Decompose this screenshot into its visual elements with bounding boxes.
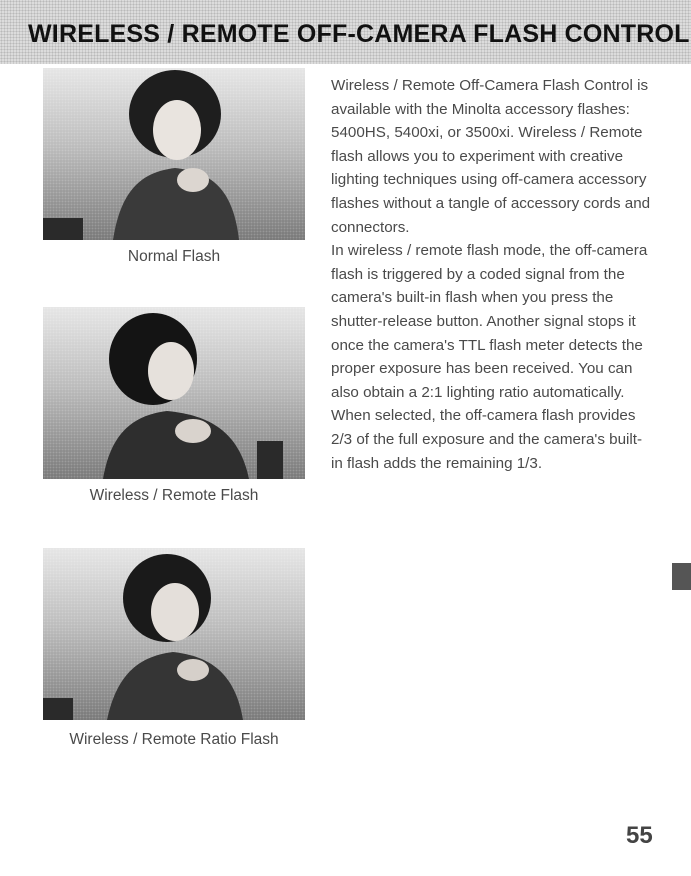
caption-wireless-remote-ratio-flash: Wireless / Remote Ratio Flash: [69, 731, 279, 748]
section-edge-tab: [672, 563, 691, 590]
body-paragraph-1: Wireless / Remote Off-Camera Flash Control is available with the Minolta accessory flashes: 5400HS, 5400xi, or 3500xi. Wireless / Remote flash allows you to experiment with creative lighting techniques using off-camera accessory flashes without a tangle of accessory cords and connectors.: [331, 77, 651, 236]
photo-wireless-remote-flash: [43, 307, 305, 479]
photo-normal-flash: [43, 68, 305, 240]
photo-wireless-remote-ratio-flash: [43, 548, 305, 720]
body-paragraph-2: In wireless / remote flash mode, the off-camera flash is triggered by a coded signal from the camera's built-in flash when you press the shutter-release button. Another signal stops it once the camera's TTL flash meter detects the proper exposure has been received. You can also obtain a 2:1 lighting ratio automatically. When selected, the off-camera flash provides 2/3 of the full exposure and the camera's built-in flash adds the remaining 1/3.: [331, 242, 648, 472]
caption-wireless-remote-flash: Wireless / Remote Flash: [89, 487, 259, 504]
caption-normal-flash: Normal Flash: [127, 248, 221, 265]
body-text: [331, 74, 651, 475]
title-band: [0, 0, 691, 64]
portrait-illustration: [43, 307, 305, 479]
portrait-illustration: [43, 68, 305, 240]
portrait-illustration: [43, 548, 305, 720]
page-number: 55: [626, 822, 653, 849]
page-title: WIRELESS / REMOTE OFF-CAMERA FLASH CONTROL: [28, 20, 690, 48]
